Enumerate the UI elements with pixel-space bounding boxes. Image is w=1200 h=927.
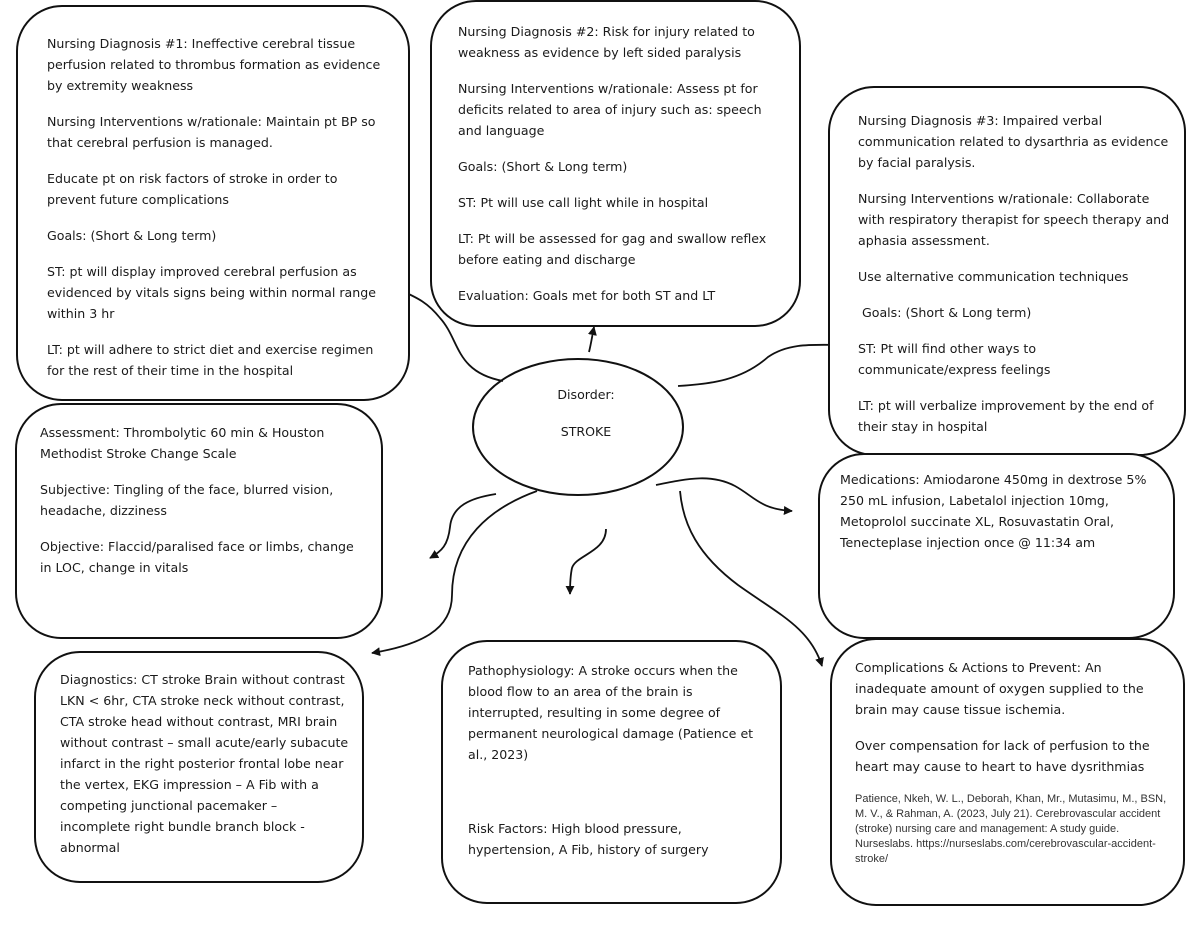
complications-compensation: Over compensation for lack of perfusion to the heart may cause to heart to have dysrithmias bbox=[855, 738, 1150, 774]
nd1-diagnosis: Nursing Diagnosis #1: Ineffective cerebral tissue perfusion related to thrombus formation as evidence by extremity weakness bbox=[47, 36, 381, 93]
assessment-objective: Objective: Flaccid/paralised face or limbs, change in LOC, change in vitals bbox=[40, 539, 354, 575]
nd1-education: Educate pt on risk factors of stroke in order to prevent future complications bbox=[47, 171, 338, 207]
arrow-to-nursing-diagnosis-3 bbox=[678, 345, 846, 386]
diagnostics-box bbox=[34, 651, 364, 883]
nd1-long-term: LT: pt will adhere to strict diet and exercise regimen for the rest of their time in the hospital bbox=[47, 342, 374, 378]
diagnostics-text: Diagnostics: CT stroke Brain without contrast LKN < 6hr, CTA stroke neck without contrast, CTA stroke head without contrast, MRI brain without contrast – small acute/early subacute infarct in the right posterior frontal lobe near the vertex, EKG impression – A Fib with a competing junctional pacemaker – incomplete right bundle branch block - abnormal bbox=[60, 672, 349, 855]
assessment-text: Assessment: Thrombolytic 60 min & Houston Methodist Stroke Change Scale bbox=[40, 425, 325, 461]
reference-citation: Patience, Nkeh, W. L., Deborah, Khan, Mr., Mutasimu, M., BSN, M. V., & Rahman, A. (2023, July 21). Cerebrovascular accident (stroke) nursing care and management: A study guide. Nurseslabs. https://nurseslabs.com/cerebrovascular-accident-stroke/ bbox=[855, 793, 1167, 865]
risk-factors-text: Risk Factors: High blood pressure, hypertension, A Fib, history of surgery bbox=[468, 821, 709, 857]
nd3-diagnosis: Nursing Diagnosis #3: Impaired verbal communication related to dysarthria as evidence by facial paralysis. bbox=[858, 113, 1169, 170]
pathophysiology-box bbox=[441, 640, 782, 904]
nd3-short-term: ST: Pt will find other ways to communicate/express feelings bbox=[858, 341, 1051, 377]
pathophysiology-text: Pathophysiology: A stroke occurs when the blood flow to an area of the brain is interrupted, resulting in some degree of permanent neurological damage (Patience et al., 2023) bbox=[468, 663, 754, 762]
nd3-long-term: LT: pt will verbalize improvement by the end of their stay in hospital bbox=[858, 398, 1154, 434]
nd2-long-term: LT: Pt will be assessed for gag and swallow reflex before eating and discharge bbox=[458, 231, 767, 267]
nd1-goals: Goals: (Short & Long term) bbox=[47, 228, 217, 243]
medications-text: Medications: Amiodarone 450mg in dextrose 5% 250 mL infusion, Labetalol injection 10mg, Metoprolol succinate XL, Rosuvastatin Oral, Tenecteplase injection once @ 11:34 am bbox=[840, 472, 1147, 550]
nd2-interventions: Nursing Interventions w/rationale: Assess pt for deficits related to area of injury such as: speech and language bbox=[458, 81, 762, 138]
nd2-goals: Goals: (Short & Long term) bbox=[458, 159, 628, 174]
nd3-alternative: Use alternative communication techniques bbox=[858, 269, 1129, 284]
nd1-interventions: Nursing Interventions w/rationale: Maintain pt BP so that cerebral perfusion is managed. bbox=[47, 114, 376, 150]
nursing-diagnosis-2-box bbox=[430, 0, 801, 327]
nd2-diagnosis: Nursing Diagnosis #2: Risk for injury related to weakness as evidence by left sided paralysis bbox=[458, 24, 755, 60]
assessment-subjective: Subjective: Tingling of the face, blurred vision, headache, dizziness bbox=[40, 482, 334, 518]
nursing-diagnosis-1-box bbox=[16, 5, 410, 401]
nd1-short-term: ST: pt will display improved cerebral perfusion as evidenced by vitals signs being within normal range within 3 hr bbox=[47, 264, 376, 321]
arrow-to-nursing-diagnosis-2 bbox=[589, 327, 594, 352]
nd3-interventions: Nursing Interventions w/rationale: Collaborate with respiratory therapist for speech therapy and aphasia assessment. bbox=[858, 191, 1170, 248]
nd2-short-term: ST: Pt will use call light while in hospital bbox=[458, 195, 709, 210]
complications-text: Complications & Actions to Prevent: An inadequate amount of oxygen supplied to the brain may cause tissue ischemia. bbox=[855, 660, 1144, 717]
arrow-to-pathophysiology bbox=[570, 529, 606, 594]
nd3-goals: Goals: (Short & Long term) bbox=[858, 305, 1032, 320]
complications-box bbox=[830, 638, 1185, 906]
center-disorder-label bbox=[486, 384, 686, 458]
nd2-evaluation: Evaluation: Goals met for both ST and LT bbox=[458, 288, 716, 303]
disorder-label: Disorder: bbox=[557, 387, 615, 402]
arrow-to-medications bbox=[656, 478, 792, 511]
nursing-diagnosis-3-box bbox=[828, 86, 1186, 456]
assessment-box bbox=[15, 403, 383, 639]
disorder-name: STROKE bbox=[560, 424, 612, 439]
arrow-to-diagnostics bbox=[372, 491, 537, 653]
medications-box bbox=[818, 453, 1175, 639]
